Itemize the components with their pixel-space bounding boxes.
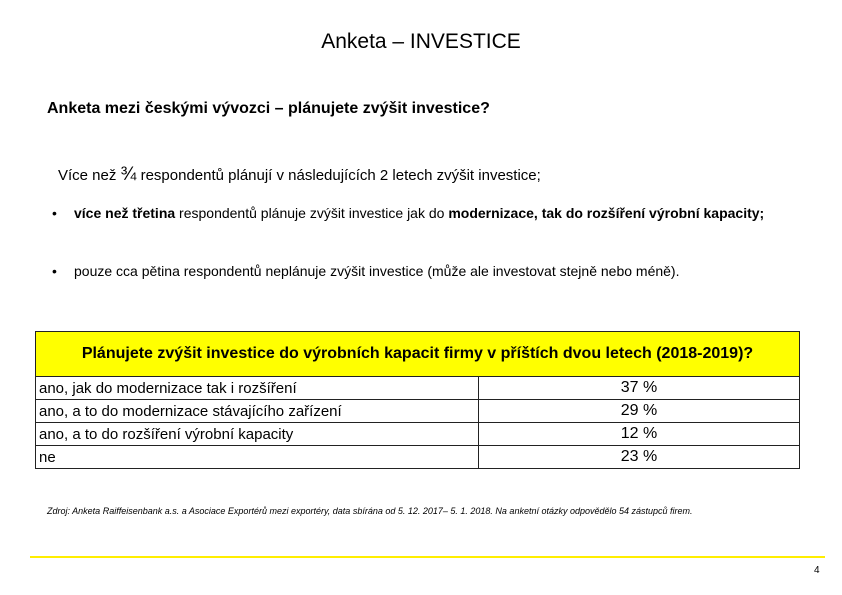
option-cell: ne: [36, 446, 479, 469]
table-header: Plánujete zvýšit investice do výrobních kapacit firmy v příštích dvou letech (2018-2019)?: [36, 332, 800, 377]
option-cell: ano, a to do rozšíření výrobní kapacity: [36, 423, 479, 446]
bullet-item: [52, 204, 802, 244]
option-cell: ano, a to do modernizace stávajícího zařízení: [36, 400, 479, 423]
intro-suffix: respondentů plánují v následujících 2 letech zvýšit investice;: [136, 167, 541, 184]
intro-prefix: Více než: [58, 167, 121, 184]
option-cell: ano, jak do modernizace tak i rozšíření: [36, 377, 479, 400]
footer-divider: [30, 556, 825, 558]
bullet-item: [52, 262, 802, 282]
bullet-emphasis: více než třetina: [74, 205, 176, 221]
table-row: [36, 377, 800, 400]
value-cell: 37 %: [479, 377, 800, 400]
bullet-plain: respondentů plánuje zvýšit investice jak do: [175, 205, 449, 221]
bullet-marker: •: [52, 205, 57, 221]
table-row: [36, 400, 800, 423]
bullet-marker: •: [52, 263, 57, 279]
survey-table: [35, 331, 800, 469]
intro-fraction: ¾: [120, 164, 137, 185]
table-header-row: [36, 332, 800, 377]
table-row: [36, 423, 800, 446]
value-cell: 29 %: [479, 400, 800, 423]
bullet-text: [74, 204, 804, 223]
page-number: 4: [814, 565, 820, 576]
bullet-emphasis-2: modernizace, tak do rozšíření výrobní kapacity;: [448, 205, 765, 221]
bullet-text: pouze cca pětina respondentů neplánuje zvýšit investice (může ale investovat stejně nebo méně).: [74, 263, 680, 279]
value-cell: 12 %: [479, 423, 800, 446]
source-note: Zdroj: Anketa Raiffeisenbank a.s. a Asociace Exportérů mezi exportéry, data sbírána od 5. 12. 2017– 5. 1. 2018. Na anketní otázky odpovědělo 54 zástupců firem.: [47, 506, 693, 516]
table-row: [36, 446, 800, 469]
intro-text: [58, 164, 541, 186]
value-cell: 23 %: [479, 446, 800, 469]
page-title: Anketa – INVESTICE: [321, 30, 521, 53]
page-subtitle: Anketa mezi českými vývozci – plánujete zvýšit investice?: [47, 100, 490, 117]
